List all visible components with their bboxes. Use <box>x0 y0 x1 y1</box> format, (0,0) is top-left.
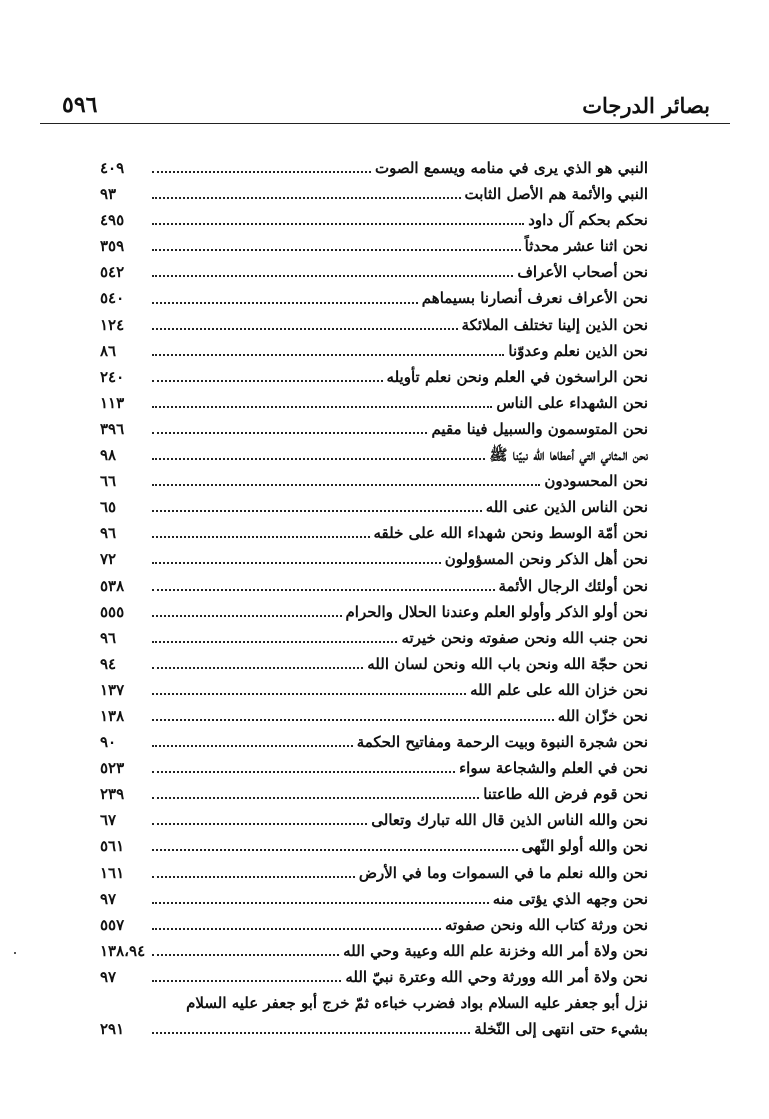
entry-text: نحن حجّة الله ونحن باب الله ونحن لسان الله <box>367 654 648 673</box>
entry-text: نحن شجرة النبوة وبيت الرحمة ومفاتيح الحكمة <box>356 733 648 752</box>
entry-text: نحن الذين إلينا تختلف الملائكة <box>461 315 648 334</box>
entry-text: نحكم بحكم آل داود <box>528 211 648 230</box>
entry-text: نحن والله أولو النّهى <box>521 837 648 856</box>
index-entry <box>100 807 648 833</box>
entry-text: نحن قوم فرض الله طاعتنا <box>483 785 648 804</box>
entry-page-number: ٥٥٥ <box>100 602 125 621</box>
dot-leader <box>152 223 524 225</box>
dot-leader <box>152 354 504 356</box>
entry-page-number: ٦٦ <box>100 472 117 491</box>
index-entry <box>100 442 648 468</box>
index-entry <box>100 651 648 677</box>
entry-page-number: ٤٠٩ <box>100 159 125 177</box>
margin-speck <box>14 952 16 954</box>
entry-page-number: ٥٦١ <box>100 837 125 856</box>
entry-page-number: ١٣٧ <box>100 680 125 699</box>
index-entry <box>100 990 648 1016</box>
dot-leader <box>152 849 518 851</box>
page-number: ٥٩٦ <box>62 92 98 118</box>
entry-page-number: ٩٧ <box>100 967 117 986</box>
index-entry <box>100 573 648 599</box>
entry-page-number: ٥٣٨ <box>100 576 125 595</box>
entry-text: نزل أبو جعفر عليه السلام بواد فضرب خباءه ثمّ خرج أبو جعفر عليه السلام <box>186 994 648 1012</box>
index-entry <box>100 860 648 886</box>
entry-page-number: ٩٤ <box>100 654 117 673</box>
index-entry <box>100 338 648 364</box>
index-entry <box>100 155 648 181</box>
entry-text: نحن المتوسمون والسبيل فينا مقيم <box>431 419 648 438</box>
entry-text: نحن أمّة الوسط ونحن شهداء الله على خلقه <box>373 524 648 543</box>
dot-leader <box>152 797 479 799</box>
entry-page-number: ٤٩٥ <box>100 211 125 230</box>
entry-page-number: ٥٤٠ <box>100 289 125 308</box>
dot-leader <box>152 823 367 825</box>
entry-text: نحن ورثة كتاب الله ونحن صفوته <box>444 915 648 934</box>
index-entry <box>100 729 648 755</box>
index-entry <box>100 781 648 807</box>
entry-page-number: ١٢٤ <box>100 315 125 334</box>
entry-page-number: ١٦١ <box>100 863 125 882</box>
dot-leader <box>152 719 554 721</box>
entry-page-number: ٥٤٢ <box>100 263 125 282</box>
dot-leader <box>152 589 495 591</box>
index-entry <box>100 390 648 416</box>
dot-leader <box>152 667 363 669</box>
index-entry <box>100 520 648 546</box>
dot-leader <box>152 902 489 904</box>
entry-page-number: ٩٧ <box>100 889 117 908</box>
index-entry <box>100 1016 648 1042</box>
entry-page-number: ٩٦ <box>100 524 117 543</box>
entry-page-number: ٢٣٩ <box>100 785 125 804</box>
entry-page-number: ١١٣ <box>100 393 125 412</box>
dot-leader <box>152 1032 470 1034</box>
dot-leader <box>152 406 492 408</box>
entry-text: نحن الراسخون في العلم ونحن نعلم تأويله <box>386 367 648 386</box>
entry-page-number: ٥٥٧ <box>100 915 125 934</box>
index-entry <box>100 833 648 859</box>
entry-text: نحن أولو الذكر وأولو العلم وعندنا الحلال والحرام <box>345 602 648 621</box>
dot-leader <box>152 328 458 330</box>
entry-text: نحن الذين نعلم وعدوّنا <box>508 341 648 360</box>
entry-text: النبي والأئمة هم الأصل الثابت <box>464 185 648 204</box>
entry-text: نحن الأعراف نعرف أنصارنا بسيماهم <box>421 289 648 308</box>
entry-page-number: ٥٢٣ <box>100 759 125 778</box>
entry-page-number: ٣٩٦ <box>100 419 125 438</box>
entry-page-number: ١٣٨ <box>100 706 125 725</box>
dot-leader <box>152 249 521 251</box>
dot-leader <box>152 171 371 173</box>
page-header <box>62 84 710 118</box>
entry-page-number: ٨٦ <box>100 341 117 360</box>
entry-text: نحن الشهداء على الناس <box>496 393 648 412</box>
index-list <box>100 155 648 1042</box>
index-entry <box>100 886 648 912</box>
entry-text: نحن اثنا عشر محدثاً <box>524 237 648 256</box>
entry-text: نحن ولاة أمر الله وورثة وحي الله وعترة نبيّ الله <box>345 967 648 986</box>
entry-page-number: ٦٥ <box>100 498 117 517</box>
dot-leader <box>152 197 461 199</box>
entry-text: نحن المحسودون <box>544 472 648 491</box>
entry-text: نحن جنب الله ونحن صفوته ونحن خيرته <box>401 628 648 647</box>
index-entry <box>100 964 648 990</box>
header-divider <box>40 123 730 124</box>
dot-leader <box>152 432 427 434</box>
entry-page-number: ٦٧ <box>100 811 117 830</box>
dot-leader <box>152 745 353 747</box>
entry-text: نحن والله نعلم ما في السموات وما في الأرض <box>358 863 648 882</box>
index-entry <box>100 703 648 729</box>
dot-leader <box>152 876 355 878</box>
entry-text: نحن الناس الذين عنى الله <box>485 498 648 517</box>
entry-text: نحن وجهه الذي يؤتى منه <box>492 889 648 908</box>
dot-leader <box>152 693 466 695</box>
index-entry <box>100 364 648 390</box>
index-entry <box>100 207 648 233</box>
index-entry <box>100 677 648 703</box>
entry-page-number: ٩٦ <box>100 628 117 647</box>
dot-leader <box>152 380 383 382</box>
book-title: بصائر الدرجات <box>582 93 710 118</box>
dot-leader <box>152 980 341 982</box>
index-entry <box>100 546 648 572</box>
index-entry <box>100 599 648 625</box>
entry-text: نحن ولاة أمر الله وخزنة علم الله وعيبة وحي الله <box>343 941 648 960</box>
entry-page-number: ٧٢ <box>100 550 117 569</box>
entry-text: نحن خزّان الله <box>557 706 648 725</box>
dot-leader <box>152 275 513 277</box>
entry-page-number: ٢٩١ <box>100 1020 125 1039</box>
index-entry <box>100 285 648 311</box>
dot-leader <box>152 771 455 773</box>
dot-leader <box>152 615 342 617</box>
dot-leader <box>152 510 482 512</box>
index-entry <box>100 259 648 285</box>
index-entry <box>100 312 648 338</box>
index-entry <box>100 233 648 259</box>
entry-page-number: ٩٨ <box>100 446 117 465</box>
entry-page-number: ١٣٨،٩٤ <box>100 941 146 960</box>
entry-text: نحن في العلم والشجاعة سواء <box>459 759 648 778</box>
entry-text: النبي هو الذي يرى في منامه ويسمع الصوت <box>374 159 648 177</box>
entry-page-number: ٢٤٠ <box>100 367 125 386</box>
index-entry <box>100 181 648 207</box>
dot-leader <box>152 954 339 956</box>
entry-page-number: ٣٥٩ <box>100 237 125 256</box>
index-entry <box>100 755 648 781</box>
dot-leader <box>152 562 441 564</box>
entry-text: نحن المثاني التي أعطاها الله نبيّنا ﷺ <box>489 446 648 465</box>
dot-leader <box>152 641 397 643</box>
entry-text: نحن أولئك الرجال الأئمة <box>498 576 648 595</box>
dot-leader <box>152 536 370 538</box>
dot-leader <box>152 928 441 930</box>
entry-text: نحن أهل الذكر ونحن المسؤولون <box>444 550 648 569</box>
index-entry <box>100 416 648 442</box>
entry-page-number: ٩٣ <box>100 185 117 204</box>
dot-leader <box>152 484 540 486</box>
entry-text: نحن أصحاب الأعراف <box>517 263 648 282</box>
dot-leader <box>152 302 418 304</box>
entry-text: نحن خزان الله على علم الله <box>470 680 648 699</box>
entry-text: بشيء حتى انتهى إلى النّخلة <box>474 1020 648 1039</box>
index-entry <box>100 938 648 964</box>
index-entry <box>100 468 648 494</box>
dot-leader <box>152 458 485 460</box>
entry-text: نحن والله الناس الذين قال الله تبارك وتعالى <box>371 811 648 830</box>
index-entry <box>100 494 648 520</box>
index-entry <box>100 625 648 651</box>
index-entry <box>100 912 648 938</box>
entry-page-number: ٩٠ <box>100 733 117 752</box>
